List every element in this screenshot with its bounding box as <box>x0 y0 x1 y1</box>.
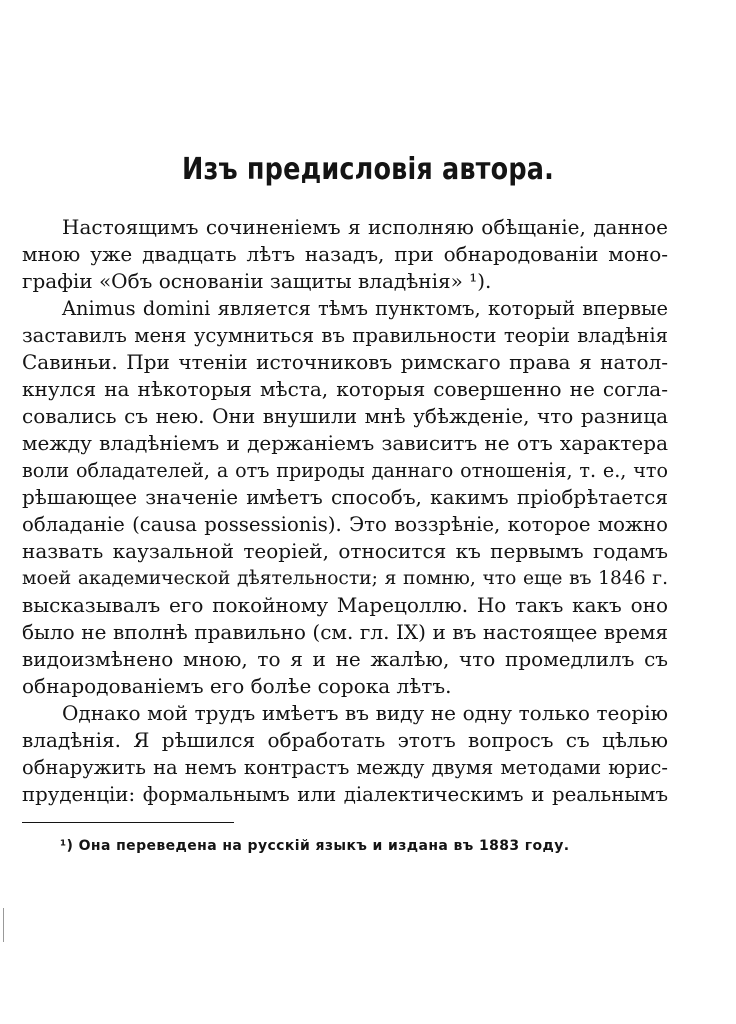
text-line: графіи «Объ основаніи защиты владѣнія» ¹). <box>22 269 492 293</box>
text-line: воли обладателей, а отъ природы даннаго отношенія, т. е., что <box>22 459 668 482</box>
text-line: назвать каузальной теоріей, относится къ первымъ годамъ <box>22 539 668 563</box>
text-line: высказывалъ его покойному Марецоллю. Но такъ какъ оно <box>22 593 668 617</box>
text-line: между владѣніемъ и держаніемъ зависитъ не отъ характера <box>22 431 668 455</box>
text-line: кнулся на нѣкоторыя мѣста, которыя совершенно не согла- <box>22 377 668 401</box>
text-line: обладаніе (causa possessionis). Это воззрѣніе, которое можно <box>22 513 668 536</box>
paragraph-1 <box>22 214 668 295</box>
paragraph-3 <box>22 700 668 808</box>
text-line: заставилъ меня усумниться въ правильности теоріи владѣнія <box>22 324 668 347</box>
text-line: обнародованіемъ его болѣе сорока лѣтъ. <box>22 674 452 698</box>
footnote-divider <box>22 822 234 823</box>
text-line: совались съ нею. Они внушили мнѣ убѣжденіе, что разница <box>22 404 668 428</box>
footnote: ¹) Она переведена на русскій языкъ и издана въ 1883 году. <box>60 838 570 854</box>
text-line: моей академической дѣятельности; я помню, что еще въ 1846 г. <box>22 568 668 589</box>
text-line: было не вполнѣ правильно (см. гл. IX) и въ настоящее время <box>22 620 668 644</box>
text-line: мною уже двадцать лѣтъ назадъ, при обнародованіи моно- <box>22 242 668 266</box>
text-line: Савиньи. При чтеніи источниковъ римскаго права я натол- <box>22 350 668 374</box>
text-line: обнаружить на немъ контрастъ между двумя методами юрис- <box>22 756 668 779</box>
text-line: владѣнія. Я рѣшился обработать этотъ вопросъ съ цѣлью <box>22 728 668 752</box>
text-line: Animus domini является тѣмъ пунктомъ, который впервые <box>62 297 668 320</box>
text-line: Настоящимъ сочиненіемъ я исполняю обѣщаніе, данное <box>62 215 668 239</box>
text-line: пруденціи: формальнымъ или діалектическимъ и реальнымъ <box>22 783 668 806</box>
text-line: Однако мой трудъ имѣетъ въ виду не одну только теорію <box>62 701 668 725</box>
paragraph-2 <box>22 295 668 700</box>
text-line: рѣшающее значеніе имѣетъ способъ, какимъ пріобрѣтается <box>22 485 668 509</box>
page-title: Изъ предисловія автора. <box>182 152 554 188</box>
margin-scan-mark <box>3 908 4 942</box>
text-line: видоизмѣнено мною, то я и не жалѣю, что промедлилъ съ <box>22 647 668 671</box>
